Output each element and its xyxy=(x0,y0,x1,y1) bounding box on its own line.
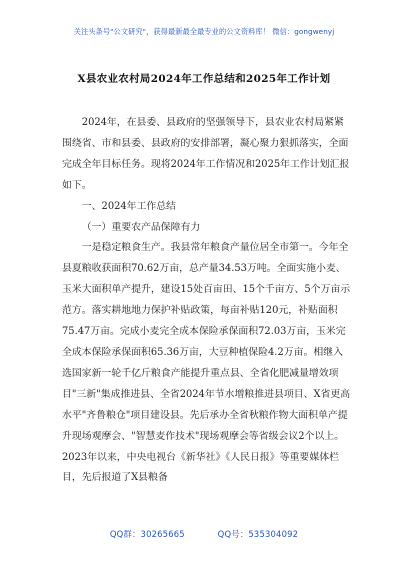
document-body xyxy=(62,113,352,489)
section-heading: 一、2024年工作总结 xyxy=(81,200,177,212)
qq-number: QQ号：535304092 xyxy=(217,529,299,539)
subsection-heading: （一）重要农产品保障有力 xyxy=(81,221,201,233)
intro-paragraph: 2024年，在县委、县政府的坚强领导下，县农业农村局紧紧围绕省、市和县委、县政府的安排部署，凝心聚力狠抓落实，全面完成全年目标任务。现将2024年工作情况和2025年工作计划汇报如下。 xyxy=(62,117,350,191)
qq-group: QQ群：30265665 xyxy=(109,529,185,539)
header-banner: 关注头条号"公文研究"，获得最新最全最专业的公文资料库！ 微信：gongwenyj xyxy=(73,27,335,36)
document-title: X县农业农村局2024年工作总结和2025年工作计划 xyxy=(77,73,331,85)
body-paragraph: 一是稳定粮食生产。我县常年粮食产量位居全市第一。今年全县夏粮收获面积70.62万亩，总产量34.53万吨。全面实施小麦、玉米大面积单产提升，建设15处百亩田、15个千亩方、5个万亩示范方。落实耕地地力保护补贴政策，每亩补贴120元，补贴面积75.47万亩。完成小麦完全成本保险承保面积72.03万亩，玉米完全成本保险承保面积65.36万亩，大豆种植保险4.2万亩。相继入选国家新一轮千亿斤粮食产能提升重点县、全省化肥减量增效项目"三新"集成推进县、全省2024年节水增粮推进县项目、X省更高水平"齐鲁粮仓"项目建设县。先后承办全省秋粮作物大面积单产提升现场观摩会、"智慧麦作技术"现场观摩会等省级会议2个以上。2023年以来，中央电视台《新华社》《人民日报》等重要媒体栏目，先后报道了X县粮备 xyxy=(62,242,351,484)
footer-contact xyxy=(0,528,408,540)
